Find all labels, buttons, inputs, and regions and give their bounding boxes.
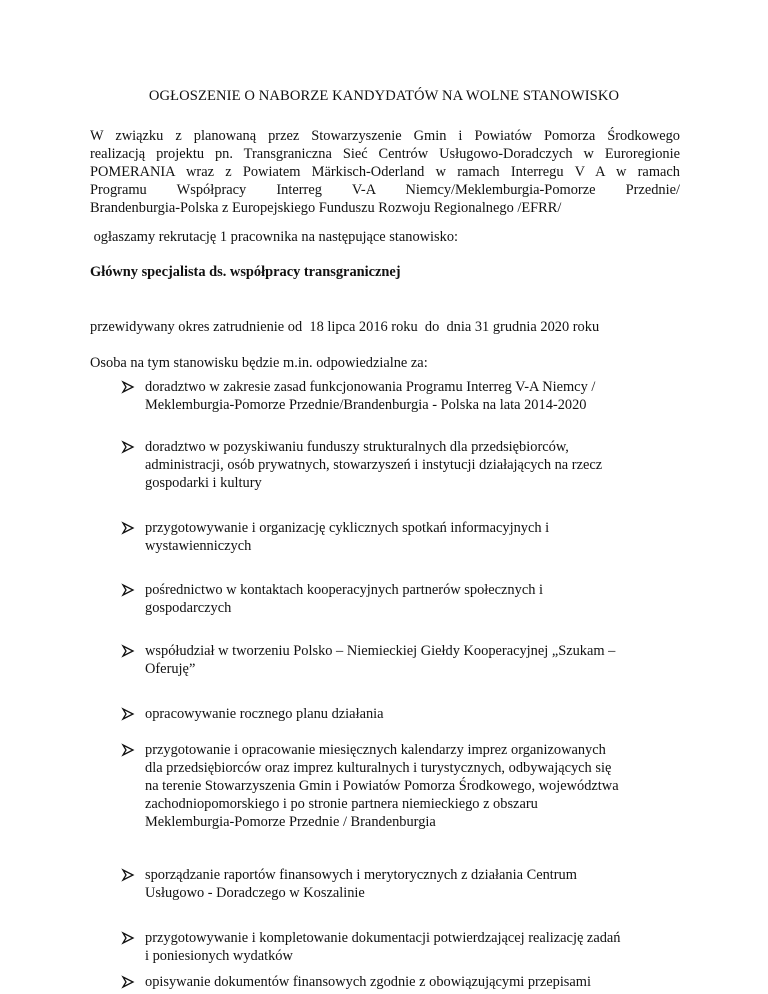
arrowhead-bullet-icon [120,379,136,395]
arrowhead-bullet-icon [120,867,136,883]
responsibility-line: wystawienniczych [145,538,252,554]
responsibility-line: przygotowanie i opracowanie miesięcznych kalendarzy imprez organizowanych [145,742,606,758]
arrowhead-bullet-icon [120,742,136,758]
responsibility-line: opisywanie dokumentów finansowych zgodnie z obowiązującymi przepisami [145,974,591,990]
arrowhead-bullet-icon [120,439,136,455]
intro-line: realizacją projektu pn. Transgraniczna Sieć Centrów Usługowo-Doradczych w Euroregionie [90,146,680,162]
responsibility-line: Meklemburgia-Pomorze Przednie / Brandenburgia [145,814,436,830]
responsibility-text [145,581,690,617]
responsibility-line: przygotowywanie i kompletowanie dokumentacji potwierdzającej realizację zadań [145,930,621,946]
arrowhead-bullet-icon [120,706,136,722]
employment-period: przewidywany okres zatrudnienie od 18 lipca 2016 roku do dnia 31 grudnia 2020 roku [90,319,600,335]
responsibility-text [145,438,690,492]
recruitment-text: ogłaszamy rekrutację 1 pracownika na następujące stanowisko: [90,229,459,245]
arrowhead-bullet-icon [120,930,136,946]
responsibility-text [145,866,690,902]
responsibility-line: Meklemburgia-Pomorze Przednie/Brandenburgia - Polska na lata 2014-2020 [145,397,587,413]
responsibility-line: przygotowywanie i organizację cyklicznych spotkań informacyjnych i [145,520,550,536]
responsibility-line: zachodniopomorskiego i po stronie partnera niemieckiego z obszaru [145,796,538,812]
responsibility-line: gospodarki i kultury [145,475,262,491]
arrowhead-bullet-icon [120,643,136,659]
intro-line: POMERANIA wraz z Powiatem Märkisch-Oderland w ramach Interregu V A w ramach [90,164,680,180]
position-title: Główny specjalista ds. współpracy transgranicznej [90,264,401,280]
responsibility-line: doradztwo w pozyskiwaniu funduszy strukturalnych dla przedsiębiorców, [145,439,569,455]
responsibility-text [145,929,690,965]
responsibility-line: administracji, osób prywatnych, stowarzyszeń i instytucji działających na rzecz [145,457,603,473]
responsibility-line: Usługowo - Doradczego w Koszalinie [145,885,365,901]
page-title: OGŁOSZENIE O NABORZE KANDYDATÓW NA WOLNE STANOWISKO [148,88,620,104]
responsibility-line: i poniesionych wydatków [145,948,293,964]
responsibility-text [145,378,690,414]
arrowhead-bullet-icon [120,974,136,990]
responsibility-text [145,642,690,678]
responsibility-text [145,705,690,723]
intro-line: W związku z planowaną przez Stowarzyszenie Gmin i Powiatów Pomorza Środkowego [90,128,680,144]
arrowhead-bullet-icon [120,582,136,598]
responsibility-text [145,519,690,555]
responsibility-text [145,741,690,831]
responsibility-line: Oferuję” [145,661,196,677]
responsibilities-intro: Osoba na tym stanowisku będzie m.in. odpowiedzialne za: [90,355,428,371]
responsibility-line: na terenie Stowarzyszenia Gmin i Powiatów Pomorza Środkowego, województwa [145,778,619,794]
responsibility-line: doradztwo w zakresie zasad funkcjonowania Programu Interreg V-A Niemcy / [145,379,596,395]
responsibility-line: pośrednictwo w kontaktach kooperacyjnych partnerów społecznych i [145,582,544,598]
intro-line: Brandenburgia-Polska z Europejskiego Funduszu Rozwoju Regionalnego /EFRR/ [90,200,562,216]
intro-line: Programu Współpracy Interreg V-A Niemcy/Meklemburgia-Pomorze Przednie/ [90,182,680,198]
arrowhead-bullet-icon [120,520,136,536]
responsibility-line: gospodarczych [145,600,232,616]
responsibility-line: współudział w tworzeniu Polsko – Niemieckiej Giełdy Kooperacyjnej „Szukam – [145,643,616,659]
responsibility-text [145,973,690,991]
responsibility-line: opracowywanie rocznego planu działania [145,706,384,722]
responsibility-line: sporządzanie raportów finansowych i merytorycznych z działania Centrum [145,867,577,883]
responsibility-line: dla przedsiębiorców oraz imprez kulturalnych i turystycznych, odbywających się [145,760,612,776]
